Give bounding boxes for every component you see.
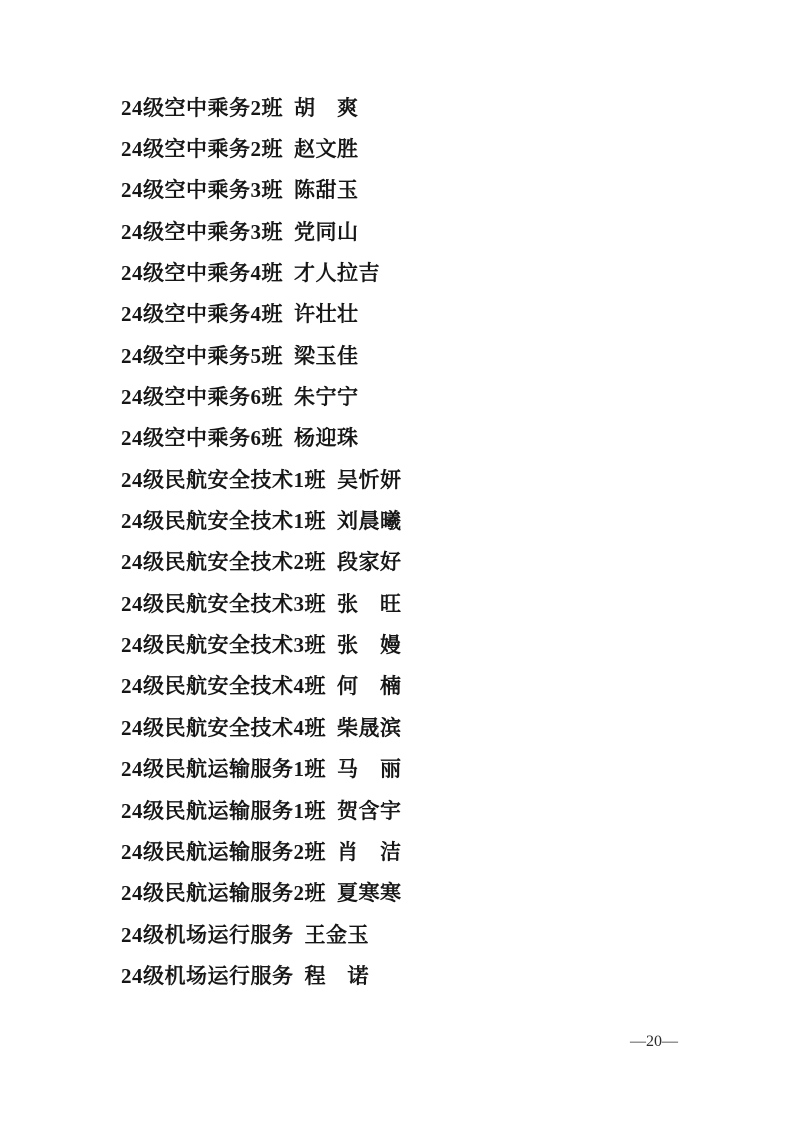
roster-line	[121, 86, 681, 127]
student-name: 梁玉佳	[294, 343, 359, 368]
class-name: 24级民航安全技术3班	[121, 633, 326, 658]
student-name: 何 楠	[337, 674, 402, 699]
class-name: 24级空中乘务6班	[121, 385, 283, 410]
student-name: 党同山	[294, 219, 359, 244]
student-name: 朱宁宁	[294, 385, 359, 410]
roster-line	[121, 127, 681, 168]
roster-line	[121, 913, 681, 954]
class-name: 24级民航安全技术3班	[121, 591, 326, 616]
student-name: 许壮壮	[294, 302, 359, 327]
class-name: 24级民航安全技术4班	[121, 715, 326, 740]
class-name: 24级空中乘务4班	[121, 302, 283, 327]
student-name: 才人拉吉	[294, 261, 380, 286]
class-name: 24级民航安全技术2班	[121, 550, 326, 575]
student-name: 张 旺	[337, 591, 402, 616]
roster-line	[121, 582, 681, 623]
student-name: 马 丽	[337, 757, 402, 782]
class-name: 24级民航安全技术1班	[121, 467, 326, 492]
roster-line	[121, 251, 681, 292]
roster-line	[121, 665, 681, 706]
student-name: 段家好	[337, 550, 402, 575]
roster-line	[121, 954, 681, 995]
student-name: 王金玉	[304, 922, 369, 947]
class-name: 24级空中乘务5班	[121, 343, 283, 368]
student-name: 吴忻妍	[337, 467, 402, 492]
roster-line	[121, 541, 681, 582]
class-name: 24级民航运输服务1班	[121, 798, 326, 823]
roster-line	[121, 169, 681, 210]
class-name: 24级空中乘务3班	[121, 219, 283, 244]
student-name: 赵文胜	[294, 137, 359, 162]
class-name: 24级民航安全技术1班	[121, 509, 326, 534]
student-roster-list	[121, 86, 681, 996]
student-name: 张 嫚	[337, 633, 402, 658]
roster-line	[121, 789, 681, 830]
roster-line	[121, 458, 681, 499]
student-name: 杨迎珠	[294, 426, 359, 451]
roster-line	[121, 293, 681, 334]
roster-line	[121, 872, 681, 913]
roster-line	[121, 417, 681, 458]
class-name: 24级空中乘务6班	[121, 426, 283, 451]
roster-line	[121, 375, 681, 416]
class-name: 24级机场运行服务	[121, 922, 294, 947]
roster-line	[121, 334, 681, 375]
roster-line	[121, 748, 681, 789]
class-name: 24级民航运输服务1班	[121, 757, 326, 782]
class-name: 24级民航安全技术4班	[121, 674, 326, 699]
student-name: 柴晟滨	[337, 715, 402, 740]
class-name: 24级民航运输服务2班	[121, 839, 326, 864]
page-number: —20—	[630, 1033, 678, 1050]
class-name: 24级空中乘务3班	[121, 178, 283, 203]
student-name: 程 诺	[304, 963, 369, 988]
roster-line	[121, 706, 681, 747]
student-name: 肖 洁	[337, 839, 402, 864]
class-name: 24级空中乘务2班	[121, 137, 283, 162]
student-name: 贺含宇	[337, 798, 402, 823]
student-name: 刘晨曦	[337, 509, 402, 534]
roster-line	[121, 210, 681, 251]
class-name: 24级机场运行服务	[121, 963, 294, 988]
class-name: 24级空中乘务2班	[121, 95, 283, 120]
class-name: 24级民航运输服务2班	[121, 881, 326, 906]
class-name: 24级空中乘务4班	[121, 261, 283, 286]
roster-line	[121, 830, 681, 871]
roster-line	[121, 499, 681, 540]
student-name: 夏寒寒	[337, 881, 402, 906]
roster-line	[121, 623, 681, 664]
student-name: 陈甜玉	[294, 178, 359, 203]
student-name: 胡 爽	[294, 95, 359, 120]
